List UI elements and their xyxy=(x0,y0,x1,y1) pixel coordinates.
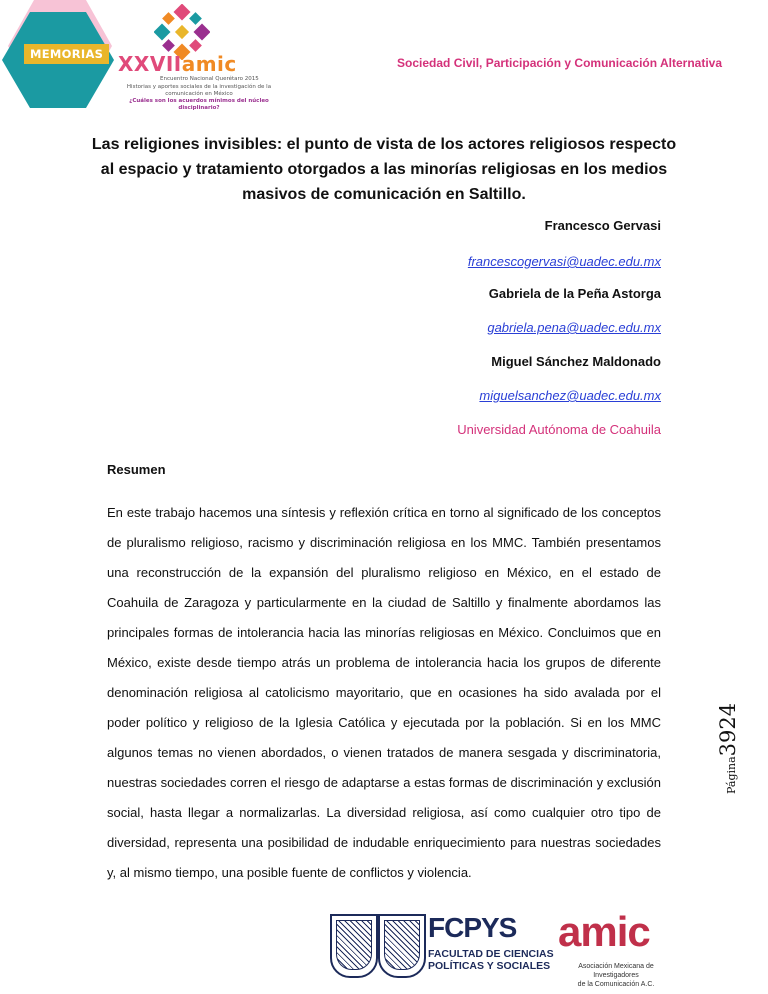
university-seal-icon xyxy=(330,914,378,978)
author-name-2: Gabriela de la Peña Astorga xyxy=(488,286,661,301)
abstract-heading: Resumen xyxy=(107,462,166,477)
congress-logo xyxy=(110,0,272,111)
congress-roman: XXVII xyxy=(118,52,182,76)
congress-tagline-2: ¿Cuáles son los acuerdos mínimos del núcleo disciplinario? xyxy=(129,98,269,111)
congress-tagline xyxy=(124,84,274,112)
author-email-3[interactable]: miguelsanchez@uadec.edu.mx xyxy=(479,388,661,403)
fcpys-logo: FCPYS xyxy=(428,912,517,943)
congress-acronym: amic xyxy=(181,52,237,76)
congress-tagline-1: Historias y aportes sociales de la investigación de la comunicación en México xyxy=(126,84,272,97)
institution: Universidad Autónoma de Coahuila xyxy=(457,422,661,437)
abstract-text: En este trabajo hacemos una síntesis y reflexión crítica en torno al significado de los conceptos de pluralismo religioso, racismo y discriminación religiosa en los MMC. También presentamos una reconstrucción de la expansión del pluralismo religioso en México, en el estado de Coahuila de Zaragoza y particularmente en la ciudad de Saltillo y finalmente abordamos las principales formas de intolerancia hacia las minorías religiosas en México. Concluimos que en México, existe desde tiempo atrás un problema de intolerancia hacia los grupos de diferente denominación religiosa al catolicismo mayoritario, que en ocasiones ha sido avalada por el poder político y religioso de la Iglesia Católica y ejecutada por la población. Si en los MMC algunos temas no vienen abordados, o vienen tratados de manera sesgada y discriminatoria, nuestras sociedades corren el riesgo de adaptarse a estas formas de discriminación y exclusión social, hasta llegar a normalizarlas. La diversidad religiosa, así como cualquier otro tipo de diversidad, representa una posibilidad de indudable enriquecimiento para nuestras sociedades y, al mismo tiempo, una posible fuente de conflictos y violencia. xyxy=(107,505,661,880)
footer-logos xyxy=(330,908,690,988)
paper-title: Las religiones invisibles: el punto de vista de los actores religiosos respecto al espacio y tratamiento otorgados a las minorías religiosas en los medios masivos de comunicación en Saltillo. xyxy=(91,136,677,203)
page-number xyxy=(716,694,740,794)
amic-line-1: Asociación Mexicana de Investigadores xyxy=(578,963,654,979)
page-number-value: 3924 xyxy=(716,702,740,757)
author-name-1: Francesco Gervasi xyxy=(544,218,661,233)
author-name-3: Miguel Sánchez Maldonado xyxy=(491,354,661,369)
author-email-1[interactable]: francescogervasi@uadec.edu.mx xyxy=(467,254,661,269)
congress-title xyxy=(118,52,237,76)
amic-subtitle xyxy=(556,962,676,989)
section-title: Sociedad Civil, Participación y Comunicación Alternativa xyxy=(397,56,722,70)
fcpys-subtitle xyxy=(428,948,554,972)
congress-encuentro: Encuentro Nacional Querétaro 2015 xyxy=(160,76,259,82)
faculty-seal-icon xyxy=(378,914,426,978)
amic-logo: amic xyxy=(558,908,650,955)
author-email-2[interactable]: gabriela.pena@uadec.edu.mx xyxy=(487,320,661,335)
amic-line-2: de la Comunicación A.C. xyxy=(577,981,655,988)
fcpys-line-2: POLÍTICAS Y SOCIALES xyxy=(428,960,551,972)
memorias-badge: MEMORIAS xyxy=(24,44,109,64)
fcpys-line-1: FACULTAD DE CIENCIAS xyxy=(428,948,554,960)
page-label: Página xyxy=(725,756,738,794)
